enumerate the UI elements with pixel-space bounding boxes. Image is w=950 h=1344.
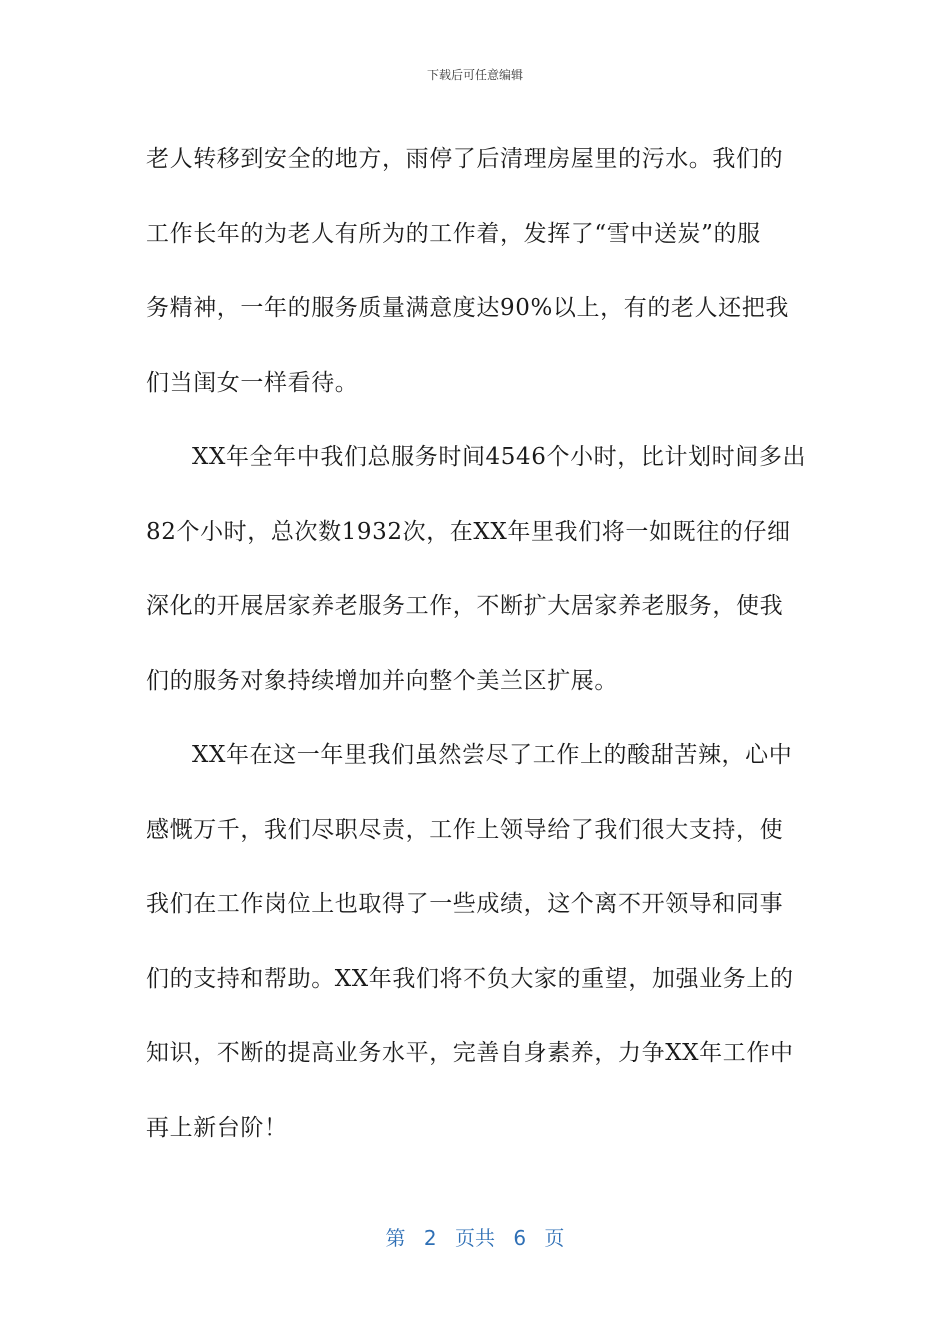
text-line: 们当闺女一样看待。 [146, 369, 359, 396]
text-line: 我们在工作岗位上也取得了一些成绩，这个离不开领导和同事 [146, 891, 784, 917]
text-line: 再上新台阶！ [146, 1114, 288, 1141]
paragraph-start-line: XX年在这一年里我们虽然尝尽了工作上的酸甜苦辣，心中 [192, 742, 793, 768]
page-number-footer: 第 2 页共 6 页 [385, 1226, 565, 1250]
paragraph-start-line: XX年全年中我们总服务时间4546个小时，比计划时间多出 [192, 444, 807, 470]
document-body [146, 122, 810, 1165]
text-line: 们的服务对象持续增加并向整个美兰区扩展。 [146, 667, 618, 694]
text-line: 务精神，一年的服务质量满意度达90%以上，有的老人还把我 [146, 295, 789, 321]
text-line: 知识，不断的提高业务水平，完善自身素养，力争XX年工作中 [146, 1040, 794, 1066]
text-line: 82个小时，总次数1932次，在XX年里我们将一如既往的仔细 [146, 518, 791, 545]
page-header: 下载后可任意编辑 [426, 68, 523, 82]
text-line: 们的支持和帮助。XX年我们将不负大家的重望，加强业务上的 [146, 965, 794, 992]
text-line: 感慨万千，我们尽职尽责，工作上领导给了我们很大支持，使 [146, 816, 784, 843]
text-line: 老人转移到安全的地方，雨停了后清理房屋里的污水。我们的 [146, 146, 784, 172]
text-line: 深化的开展居家养老服务工作，不断扩大居家养老服务，使我 [146, 593, 784, 619]
text-line: 工作长年的为老人有所为的工作着，发挥了“雪中送炭”的服 [146, 220, 761, 247]
